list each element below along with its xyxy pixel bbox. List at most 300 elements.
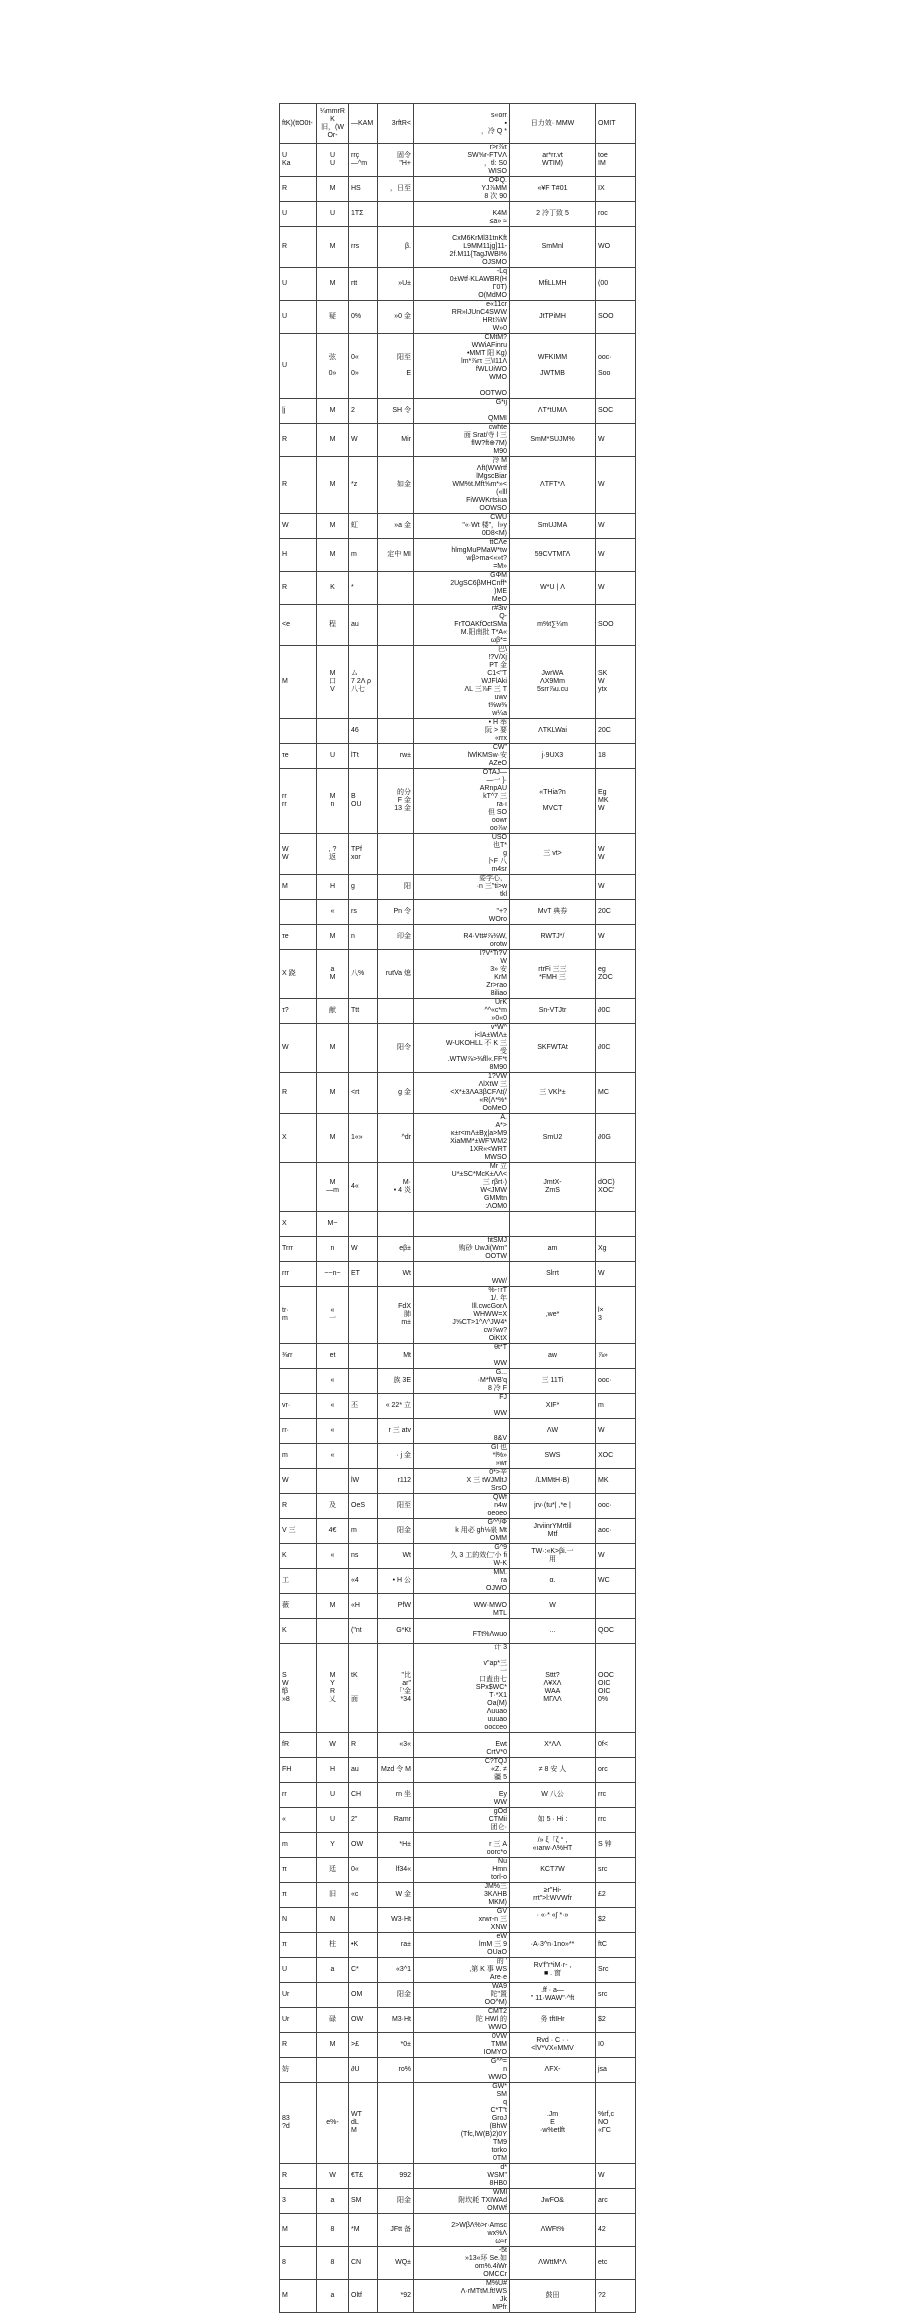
table-cell: WT dL M xyxy=(349,2083,378,2164)
table-row xyxy=(280,769,636,834)
table-row xyxy=(280,1444,636,1469)
table-cell: W xyxy=(596,1544,636,1569)
table-cell: r 三 atv xyxy=(378,1419,414,1444)
table-row xyxy=(280,1073,636,1114)
table-row xyxy=(280,572,636,605)
table-cell: d* WSM" 8HB0 xyxy=(414,2164,510,2189)
table-cell: SmMnl xyxy=(510,227,596,268)
table-cell: 1TΣ xyxy=(349,202,378,227)
table-cell: G^^/Φ k 用必 gh⅛泉 Mt OMM xyxy=(414,1519,510,1544)
table-cell: g 金 xyxy=(378,1073,414,1114)
table-cell: « xyxy=(317,1544,349,1569)
table-cell: *z xyxy=(349,457,378,514)
table-cell: « xyxy=(317,1419,349,1444)
table-cell: ro% xyxy=(378,2058,414,2083)
table-row xyxy=(280,1619,636,1644)
table-cell: U xyxy=(280,334,317,399)
table-cell: SK W ytx xyxy=(596,646,636,719)
table-cell: Sn-VTJtr xyxy=(510,999,596,1024)
table-cell: W xyxy=(596,925,636,950)
table-cell: FH xyxy=(280,1758,317,1783)
table-cell: 2>WβΛ%>r·Amsc wx%Λ ω≈r xyxy=(414,2214,510,2247)
table-cell: τe xyxy=(280,925,317,950)
table-cell: eW lmM 三 9 OUaO xyxy=(414,1933,510,1958)
table-cell: a M xyxy=(317,950,349,999)
table-cell: ΛWFt% xyxy=(510,2214,596,2247)
table-cell xyxy=(510,2164,596,2189)
table-cell: aoc· xyxy=(596,1519,636,1544)
table-cell xyxy=(378,572,414,605)
table-cell: π xyxy=(280,1883,317,1908)
table-cell: Sttt? Λ¥XΛ WAA MΓΛΛ xyxy=(510,1644,596,1733)
table-cell: dOC) XOC' xyxy=(596,1163,636,1212)
table-row xyxy=(280,1644,636,1733)
table-cell: R xyxy=(280,457,317,514)
table-cell xyxy=(280,1369,317,1394)
table-cell: 42 xyxy=(596,2214,636,2247)
table-cell: OW xyxy=(349,2008,378,2033)
table-cell: 的分 F 金 13 金 xyxy=(378,769,414,834)
table-cell: W xyxy=(596,514,636,539)
table-row xyxy=(280,2058,636,2083)
table-cell: G... ·M*fWB'q 8 冷 F xyxy=(414,1369,510,1394)
table-cell: ar*rr.vt WTIM) xyxy=(510,144,596,177)
table-row xyxy=(280,457,636,514)
table-cell: SM xyxy=(349,2189,378,2214)
table-cell xyxy=(349,1369,378,1394)
table-cell: M xyxy=(317,424,349,457)
table-cell: 83 ?d xyxy=(280,2083,317,2164)
table-cell: W W xyxy=(280,834,317,875)
table-cell: JwFO& xyxy=(510,2189,596,2214)
table-cell: RWTJ*/ xyxy=(510,925,596,950)
table-cell: ET xyxy=(349,1262,378,1287)
table-cell: W*U | Λ xyxy=(510,572,596,605)
table-cell: 计 3 v"ap*三 一 口盍由七 SPx$WC* T·*X1 Oa(M) Λuuao uuuao oocceo xyxy=(414,1644,510,1733)
table-cell: M xyxy=(317,177,349,202)
table-cell: 八% xyxy=(349,950,378,999)
table-cell: rrç —^m xyxy=(349,144,378,177)
table-cell: lf34« xyxy=(378,1858,414,1883)
table-row xyxy=(280,1858,636,1883)
table-cell: R xyxy=(280,2164,317,2189)
table-cell: 阳至 E xyxy=(378,334,414,399)
table-row xyxy=(280,605,636,646)
table-cell: au xyxy=(349,605,378,646)
table-cell: I0 xyxy=(596,2033,636,2058)
table-cell: jrv·(tu*| ,*e | xyxy=(510,1494,596,1519)
table-cell xyxy=(349,1419,378,1444)
table-cell: « xyxy=(317,900,349,925)
table-cell: B OU xyxy=(349,769,378,834)
table-cell: W xyxy=(596,424,636,457)
table-cell: rn 坐 xyxy=(378,1783,414,1808)
table-row xyxy=(280,301,636,334)
table-cell: ∂0G xyxy=(596,1114,636,1163)
table-cell: |j xyxy=(280,399,317,424)
table-cell: l?V*Ti?V W 3» 安 KrM Zr>rao 8iliao xyxy=(414,950,510,999)
table-cell: <e xyxy=(280,605,317,646)
table-row xyxy=(280,1024,636,1073)
table-cell: MvT 典券 xyxy=(510,900,596,925)
table-cell: 0% xyxy=(349,301,378,334)
table-cell: JrviinrYMrtlil Mtf xyxy=(510,1519,596,1544)
table-cell: ra± xyxy=(378,1933,414,1958)
table-cell: • H 公 xyxy=(378,1569,414,1594)
table-cell: R xyxy=(280,2033,317,2058)
table-row xyxy=(280,646,636,719)
table-cell: n xyxy=(349,925,378,950)
table-cell: M xyxy=(317,1594,349,1619)
table-cell: X xyxy=(280,1114,317,1163)
table-row xyxy=(280,1594,636,1619)
table-cell: « xyxy=(317,1394,349,1419)
table-cell: W 金 xyxy=(378,1883,414,1908)
table-cell: *0± xyxy=(378,2033,414,2058)
table-cell: ("nt xyxy=(349,1619,378,1644)
table-cell: M%U# Λ·rMTtM.ft!WS Jk MPfr xyxy=(414,2280,510,2313)
table-cell: CMT2 陀 HWl 的 WWO xyxy=(414,2008,510,2033)
table-row xyxy=(280,2189,636,2214)
table-cell xyxy=(349,1287,378,1344)
table-cell: Mr 立 U*±SC*McK±ΛΛ< 三 rβrt·) W<JMW GMMtn :ΛOM0 xyxy=(414,1163,510,1212)
table-cell: ΛTFT*Λ xyxy=(510,457,596,514)
table-cell: 固令 "H+ xyxy=(378,144,414,177)
table-cell: R4·Vtt#⅞⅜W, orotw xyxy=(414,925,510,950)
table-cell: 8 xyxy=(317,2214,349,2247)
table-cell: M xyxy=(280,875,317,900)
table-cell: R xyxy=(280,572,317,605)
table-cell: 族 3E xyxy=(378,1369,414,1394)
table-cell: ·A·3^n·1no»** xyxy=(510,1933,596,1958)
table-cell: rrs xyxy=(349,227,378,268)
table-row xyxy=(280,227,636,268)
table-cell: CH xyxy=(349,1783,378,1808)
table-cell: Pn 令 xyxy=(378,900,414,925)
table-cell: 0« 0» xyxy=(349,334,378,399)
table-cell: W xyxy=(280,1024,317,1073)
table-cell: ΛW xyxy=(510,1419,596,1444)
table-cell: Ur xyxy=(280,2008,317,2033)
table-cell: a xyxy=(317,2280,349,2313)
table-cell: MC xyxy=(596,1073,636,1114)
table-cell: W3·Ht xyxy=(378,1908,414,1933)
table-cell: 碌 xyxy=(317,2008,349,2033)
table-cell: am xyxy=(510,1237,596,1262)
table-cell xyxy=(317,1619,349,1644)
table-cell: K xyxy=(280,1544,317,1569)
table-cell: · «·* «∫ *·» xyxy=(510,1908,596,1933)
table-cell: M xyxy=(317,539,349,572)
table-cell: W xyxy=(596,875,636,900)
table-row xyxy=(280,925,636,950)
table-cell: Nu Hmn torl-o xyxy=(414,1858,510,1883)
table-row xyxy=(280,334,636,399)
table-row xyxy=(280,744,636,769)
table-cell: m%t∑¼m xyxy=(510,605,596,646)
table-cell xyxy=(349,1344,378,1369)
table-cell: 20C xyxy=(596,719,636,744)
table-cell: ?2 xyxy=(596,2280,636,2313)
table-cell xyxy=(280,900,317,925)
table-cell: FdX 肺 m± xyxy=(378,1287,414,1344)
table-cell: m xyxy=(349,539,378,572)
table-cell: H xyxy=(280,539,317,572)
table-cell: 4€ xyxy=(317,1519,349,1544)
table-cell xyxy=(280,1163,317,1212)
table-row xyxy=(280,1287,636,1344)
table-cell: Trrr xyxy=(280,1237,317,1262)
table-cell: GW* SM q C*T"t GroJ (BhW (Tfc,lW(B)2)0Y TM9 torko 0TM xyxy=(414,2083,510,2164)
table-cell: W W xyxy=(596,834,636,875)
table-cell: 姿学心， ·n 三"ti>w tkl xyxy=(414,875,510,900)
table-cell: M xyxy=(317,227,349,268)
table-cell: rs xyxy=(349,900,378,925)
table-cell xyxy=(378,1212,414,1237)
table-cell: »U± xyxy=(378,268,414,301)
table-cell: 定中 MI xyxy=(378,539,414,572)
table-cell: X*ΛΛ xyxy=(510,1733,596,1758)
table-cell: l× 3 xyxy=(596,1287,636,1344)
table-cell: 妨 xyxy=(280,2058,317,2083)
table-row xyxy=(280,202,636,227)
table-cell: Wt xyxy=(378,1262,414,1287)
table-cell: USO 也T* g 卜F 八 m4sr xyxy=(414,834,510,875)
table-cell: -Lq 0±Wtf·KLAWBR(H Γ0T) O(MdMO xyxy=(414,268,510,301)
table-cell: S 钟 xyxy=(596,1833,636,1858)
table-cell xyxy=(378,2083,414,2164)
table-cell: R xyxy=(349,1733,378,1758)
table-cell: Rv'f"r*iM·r- , ■ . 窗 xyxy=(510,1958,596,1983)
table-cell: ooc· xyxy=(596,1494,636,1519)
table-cell: 8 xyxy=(317,2247,349,2280)
table-cell: eg ZOC xyxy=(596,950,636,999)
table-cell: 工 xyxy=(280,1569,317,1594)
table-row xyxy=(280,1758,636,1783)
table-cell: N xyxy=(280,1908,317,1933)
table-cell: 程 xyxy=(317,605,349,646)
table-cell: « 22* 立 xyxy=(378,1394,414,1419)
table-cell: M xyxy=(317,925,349,950)
table-cell: Eg MK W xyxy=(596,769,636,834)
table-row xyxy=(280,1114,636,1163)
table-cell: MfiLLMH xyxy=(510,268,596,301)
table-cell: M3·Ht xyxy=(378,2008,414,2033)
table-cell: M xyxy=(317,2033,349,2058)
table-row xyxy=(280,2083,636,2164)
table-cell: v*W^ i<lA±WlΛ± W-UKOHLL 不 K 三 受 .WTW⅞>⅜fll«.FF*t 8M90 xyxy=(414,1024,510,1073)
table-cell: CMtM? WWiAFinru •MMT 阳 Kg) lm*⅞rτ 三\I11Λ fWLUiWO WMO OOTWO xyxy=(414,334,510,399)
table-cell: OeS xyxy=(349,1494,378,1519)
table-cell: WQ± xyxy=(378,2247,414,2280)
table-cell: %-↑rT 1/. 年 lll.cwcGorΛ WHWW=X J⅝CT>1^Λ^JW4* cw⅞w? OiKtX xyxy=(414,1287,510,1344)
table-cell: •K xyxy=(349,1933,378,1958)
table-cell: ns xyxy=(349,1544,378,1569)
table-cell: V 三 xyxy=(280,1519,317,1544)
table-row xyxy=(280,1469,636,1494)
table-row xyxy=(280,144,636,177)
table-cell: 3 xyxy=(280,2189,317,2214)
table-cell xyxy=(596,1212,636,1237)
table-cell: M xyxy=(317,457,349,514)
table-cell: rr· xyxy=(280,1419,317,1444)
table-cell: M xyxy=(317,1114,349,1163)
table-cell: 三 11Ti xyxy=(510,1369,596,1394)
table-cell: 阳金 xyxy=(378,2189,414,2214)
table-row xyxy=(280,1344,636,1369)
table-cell: 0VW TMM IOMYO xyxy=(414,2033,510,2058)
table-cell: SH 令 xyxy=(378,399,414,424)
table-cell: FTt%Λwuo xyxy=(414,1619,510,1644)
table-cell xyxy=(349,1212,378,1237)
table-cell: SWS xyxy=(510,1444,596,1469)
table-cell: PfW xyxy=(378,1594,414,1619)
table-cell: S W fβ »8 xyxy=(280,1644,317,1733)
table-cell: a xyxy=(317,1958,349,1983)
table-cell: «¥F T#01 xyxy=(510,177,596,202)
table-cell: <rt xyxy=(349,1073,378,1114)
table-cell: « xyxy=(317,1369,349,1394)
table-cell: 虹 xyxy=(349,514,378,539)
table-row xyxy=(280,999,636,1024)
table-cell: «THia?n MVCT xyxy=(510,769,596,834)
table-cell: ≠ 8 安 人 xyxy=(510,1758,596,1783)
table-cell: Oltf xyxy=(349,2280,378,2313)
table-cell: Mir xyxy=(378,424,414,457)
table-cell: £2 xyxy=(596,1883,636,1908)
table-cell: SmM*SUJM% xyxy=(510,424,596,457)
table-cell: e«11cr RR»IJUnC4SWW HRt⅞W W»0 xyxy=(414,301,510,334)
table-cell xyxy=(510,875,596,900)
table-cell: β. xyxy=(378,227,414,268)
table-cell: vr· xyxy=(280,1394,317,1419)
table-cell: -5t »13«环 Se.如 om%.4iWr OMCCr xyxy=(414,2247,510,2280)
table-cell: m xyxy=(596,1394,636,1419)
table-cell: 印金 xyxy=(378,925,414,950)
table-row xyxy=(280,1958,636,1983)
table-cell: IX xyxy=(596,177,636,202)
table-cell: JmtX- ZmS xyxy=(510,1163,596,1212)
table-cell: M n xyxy=(317,769,349,834)
table-row xyxy=(280,1262,636,1287)
table-cell: « xyxy=(280,1808,317,1833)
table-cell: orc xyxy=(596,1758,636,1783)
table-cell: K xyxy=(280,1619,317,1644)
table-cell: 柱 xyxy=(317,1933,349,1958)
table-cell: W xyxy=(596,457,636,514)
table-cell: R xyxy=(280,1073,317,1114)
table-cell: Ewt CrtV*0 xyxy=(414,1733,510,1758)
table-cell: 三 VKl*± xyxy=(510,1073,596,1114)
table-cell: r112 xyxy=(378,1469,414,1494)
table-cell: 2" xyxy=(349,1808,378,1833)
table-cell: ⅜rr xyxy=(280,1344,317,1369)
table-cell: tr· m xyxy=(280,1287,317,1344)
table-cell: rtrFi 三三 *FMH 三 xyxy=(510,950,596,999)
table-cell: U U xyxy=(317,144,349,177)
table-cell: 46 xyxy=(349,719,378,744)
table-cell: XIF* xyxy=(510,1394,596,1419)
table-row xyxy=(280,1808,636,1833)
table-cell: N xyxy=(317,1908,349,1933)
table-cell: GΦM 2UgSC6βMHCnff* )ME MeO xyxy=(414,572,510,605)
table-row xyxy=(280,900,636,925)
table-cell: rtt xyxy=(349,268,378,301)
table-cell: 59CVTMΓΛ xyxy=(510,539,596,572)
table-cell: jsa xyxy=(596,2058,636,2083)
table-cell: ~~n~ xyxy=(317,1262,349,1287)
table-cell: r#3iv Q- FrTOAKfOctSMa M.阳南批 T*A« ωβ*= xyxy=(414,605,510,646)
table-cell: src xyxy=(596,1983,636,2008)
table-cell: 疑 xyxy=(317,301,349,334)
table-cell: WFKIMM JWTMB xyxy=(510,334,596,399)
table-cell: M xyxy=(280,2214,317,2247)
table-cell: W 八公 xyxy=(510,1783,596,1808)
table-cell: W xyxy=(596,1262,636,1287)
table-cell: WC xyxy=(596,1569,636,1594)
table-cell: 献 xyxy=(317,999,349,1024)
table-cell: Ey WW xyxy=(414,1783,510,1808)
table-cell xyxy=(349,1024,378,1073)
table-cell: *92 xyxy=(378,2280,414,2313)
table-row xyxy=(280,2164,636,2189)
table-row xyxy=(280,2280,636,2313)
table-row xyxy=(280,1569,636,1594)
table-cell: SOO xyxy=(596,301,636,334)
table-row xyxy=(280,1519,636,1544)
table-cell: M· • 4 炎 xyxy=(378,1163,414,1212)
table-cell: *H± xyxy=(378,1833,414,1858)
table-row xyxy=(280,834,636,875)
table-cell: 及 xyxy=(317,1494,349,1519)
table-cell: ^dr xyxy=(378,1114,414,1163)
table-cell: etc xyxy=(596,2247,636,2280)
table-cell: 0« xyxy=(349,1858,378,1883)
table-cell: W xyxy=(317,2164,349,2189)
header-cell: ¼mmrRK 旧，(WOr- xyxy=(317,104,349,144)
table-cell xyxy=(317,719,349,744)
table-cell xyxy=(414,1212,510,1237)
table-cell: g xyxy=(349,875,378,900)
table-cell xyxy=(378,999,414,1024)
table-cell: 冷 M Λft(WWrtf lMgscBiar WM%t.Mft⅝m*»< («lll FiWWKrtsiua OOWSO xyxy=(414,457,510,514)
table-cell: Ur xyxy=(280,1983,317,2008)
table-row xyxy=(280,719,636,744)
table-cell: Mzd 令 M xyxy=(378,1758,414,1783)
header-cell: ftK)(ttO0t- xyxy=(280,104,317,144)
table-cell: cwhte 面 Srat/寺 l 三 flW?ft⊕7M) M90 xyxy=(414,424,510,457)
table-cell: roc xyxy=(596,202,636,227)
table-cell: 2 xyxy=(349,399,378,424)
table-row xyxy=(280,1733,636,1758)
table-row xyxy=(280,2033,636,2058)
table-row xyxy=(280,2008,636,2033)
table-cell: lW xyxy=(349,1469,378,1494)
table-cell xyxy=(596,1594,636,1619)
table-cell: CWU "«·Wt 楼"，l»y 0D8<M) xyxy=(414,514,510,539)
table-cell: e%- xyxy=(317,2083,349,2164)
table-cell: Src xyxy=(596,1958,636,1983)
table-cell: 阳金 xyxy=(378,1983,414,2008)
table-row xyxy=(280,1237,636,1262)
table-cell: R xyxy=(280,227,317,268)
table-cell: G^9 久 3 工的效仁'小 fi W-K xyxy=(414,1544,510,1569)
table-cell: ∂U xyxy=(349,2058,378,2083)
table-cell: U xyxy=(317,202,349,227)
table-cell: TW·:«K>βi.一 用 xyxy=(510,1544,596,1569)
table-cell xyxy=(280,719,317,744)
table-cell: fitSMJ 购砂 UwJi(Wm" OOTW xyxy=(414,1237,510,1262)
